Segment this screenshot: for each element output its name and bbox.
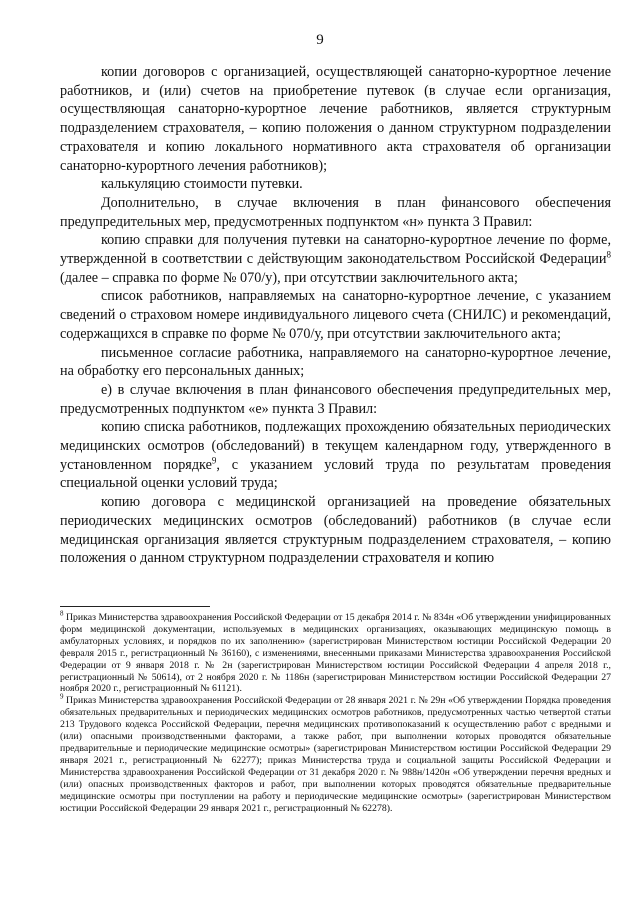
paragraph-text: (далее – справка по форме № 070/у), при отсутствии заключительного акта;: [60, 269, 518, 286]
footnote-marker: 9: [60, 693, 64, 702]
paragraph-text: , с указанием условий труда по результатам проведения специальной оценки условий труда;: [60, 456, 612, 492]
paragraph-workers-list: список работников, направляемых на санаторно-курортное лечение, с указанием сведений о страховом номере индивидуального лицевого счета (СНИЛС) и рекомендаций, содержащихся в справке по форме № 070/у, при отсутствии заключительного акта;: [60, 288, 611, 342]
footnote-ref: 9: [211, 455, 217, 466]
paragraph-additionally-n: Дополнительно, в случае включения в план финансового обеспечения предупредительных мер, предусмотренных подпунктом «н» пункта 3 Правил:: [60, 194, 611, 230]
paragraph-text: копию справки для получения путевки на санаторно-курортное лечение по форме, утвержденной в соответствии с действующим законодательством Российской Федерации: [60, 232, 611, 268]
paragraph-medical-contract: копию договора с медицинской организацией на проведение обязательных периодических медицинских осмотров (обследований) работников (в случае если медицинская организация является структурным подразделением страхователя, – копию положения о данном структурном подразделении страхователя и копию: [60, 494, 611, 567]
footnotes: [60, 609, 612, 814]
footnote-divider: [60, 606, 210, 607]
footnote-8: [60, 609, 612, 695]
paragraph-medical-exam-list: [60, 418, 611, 493]
paragraph-text: копию списка работников, подлежащих прохождению обязательных периодических медицинских осмотров (обследований) в текущем календарном году, утвержденного в установленном порядке: [60, 419, 611, 473]
paragraph-contracts-sanatorium: копии договоров с организацией, осуществляющей санаторно-курортное лечение работников, и (или) счетов на приобретение путевок (в случае если организация, осуществляющая санаторно-курортное лечение работников, является структурным подразделением страхователя, – копию положения о данном структурном подразделении страхователя и копию локального нормативного акта страхователя об организации санаторно-курортного лечения работников);: [60, 64, 611, 174]
paragraph-written-consent: письменное согласие работника, направляемого на санаторно-курортное лечение, на обработку его персональных данных;: [60, 344, 611, 380]
document-body: [60, 63, 611, 568]
paragraph-item-e: е) в случае включения в план финансового обеспечения предупредительных мер, предусмотренных подпунктом «е» пункта 3 Правил:: [60, 381, 611, 417]
footnote-ref: 8: [606, 249, 611, 260]
footnote-9: [60, 695, 611, 814]
paragraph-certificate-070: [60, 231, 611, 287]
footnote-text: Приказ Министерства здравоохранения Российской Федерации от 28 января 2021 г. № 29н «Об утверждении Порядка проведения обязательных предварительных и периодических медицинских осмотров работников, предусмотренных частью четвертой статьи 213 Трудового кодекса Российской Федерации, перечня медицинских противопоказаний к осуществлению работ с вредными и (или) опасными производственными факторами, а также работ, при выполнении которых проводятся обязательные предварительные и периодические медицинские осмотры» (зарегистрирован Министерством юстиции Российской Федерации 29 января 2021 г., регистрационный № 62277); приказ Министерства труда и социальной защиты Российской Федерации и Министерства здравоохранения Российской Федерации от 31 декабря 2020 г. № 988н/1420н «Об утверждении перечня вредных и (или) опасных производственных факторов и работ, при выполнении которых проводятся обязательные предварительные медицинские осмотры при поступлении на работу и периодические медицинские осмотры» (зарегистрирован Министерством юстиции Российской Федерации 29 января 2021 г., регистрационный № 62278).: [60, 695, 611, 814]
footnote-text: Приказ Министерства здравоохранения Российской Федерации от 15 декабря 2014 г. № 834н «Об утверждении унифицированных форм медицинской документации, используемых в медицинских организациях, оказывающих медицинскую помощь в амбулаторных условиях, и порядков по их заполнению» (зарегистрирован Министерством юстиции Российской Федерации 20 февраля 2015 г., регистрационный № 36160), с изменениями, внесенными приказами Министерства здравоохранения Российской Федерации от 9 января 2018 г. № 2н (зарегистрирован Министерством юстиции Российской Федерации 4 апреля 2018 г., регистрационный № 50614), от 2 ноября 2020 г. № 1186н (зарегистрирован Министерством юстиции Российской Федерации 27 ноября 2020 г., регистрационный № 61121).: [60, 612, 612, 695]
paragraph-voucher-cost: калькуляцию стоимости путевки.: [101, 176, 303, 193]
page-number: 9: [316, 32, 324, 48]
footnote-marker: 8: [60, 609, 64, 618]
